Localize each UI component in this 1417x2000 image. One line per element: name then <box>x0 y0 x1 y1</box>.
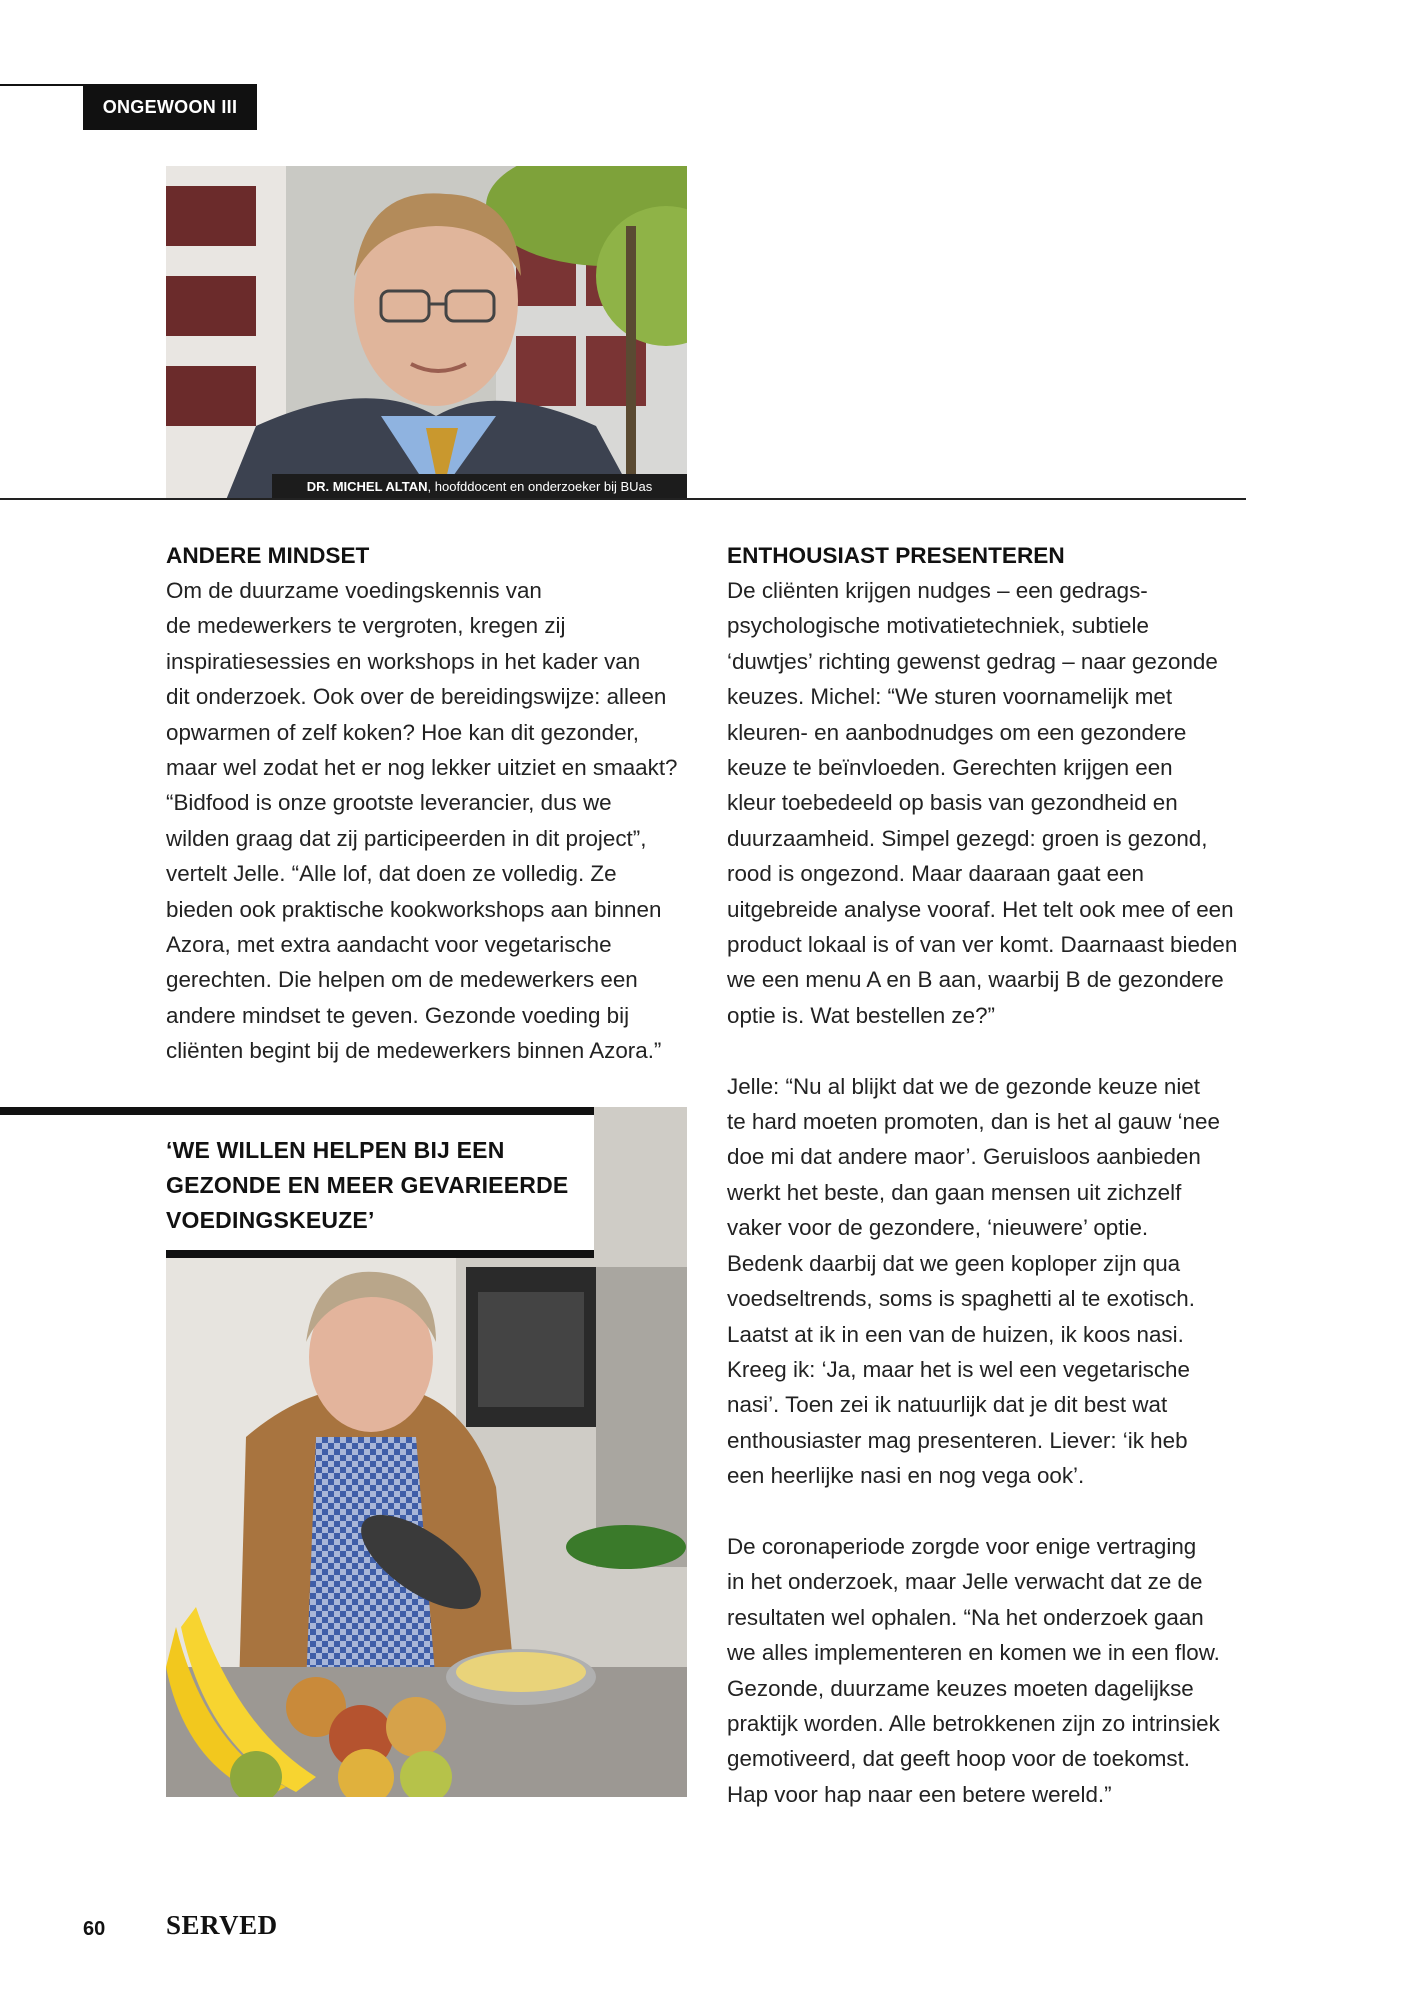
top-rule <box>0 84 84 86</box>
body-line: we alles implementeren en komen we in een flow. <box>727 1640 1220 1666</box>
brand-logo: SERVED <box>166 1910 278 1940</box>
body-line: maar wel zodat het er nog lekker uitziet en smaakt? <box>166 755 678 781</box>
body-line: uitgebreide analyse vooraf. Het telt ook mee of een <box>727 896 1234 922</box>
body-line: “Bidfood is onze grootste leverancier, dus we <box>166 790 612 816</box>
body-line: andere mindset te geven. Gezonde voeding bij <box>166 1002 630 1028</box>
body-line: enthousiaster mag presenteren. Liever: ‘ik heb <box>727 1427 1188 1453</box>
caption-rule <box>0 498 1246 500</box>
quote-line: VOEDINGSKEUZE’ <box>166 1207 375 1233</box>
photo-caption <box>272 474 687 500</box>
body-line: voedseltrends, soms is spaghetti al te exotisch. <box>727 1286 1195 1312</box>
body-line: keuzes. Michel: “We sturen voornamelijk met <box>727 684 1173 710</box>
body-line: Azora, met extra aandacht voor vegetarische <box>166 932 612 958</box>
body-line: kleur toebedeeld op basis van gezondheid en <box>727 790 1178 816</box>
body-line: rood is ongezond. Maar daaraan gaat een <box>727 861 1145 887</box>
body-line: kleuren- en aanbodnudges om een gezondere <box>727 719 1187 745</box>
body-line: cliënten begint bij de medewerkers binnen Azora.” <box>166 1038 662 1064</box>
body-line: de medewerkers te vergroten, kregen zij <box>166 613 566 639</box>
body-line: vaker voor de gezondere, ‘nieuwere’ optie. <box>727 1215 1149 1241</box>
body-line: Kreeg ik: ‘Ja, maar het is wel een vegetarische <box>727 1356 1190 1382</box>
body-line: te hard moeten promoten, dan is het al gauw ‘nee <box>727 1109 1220 1135</box>
body-line: werkt het beste, dan gaan mensen uit zichzelf <box>727 1179 1182 1205</box>
quote-line: ‘WE WILLEN HELPEN BIJ EEN <box>166 1137 505 1163</box>
page-number: 60 <box>83 1918 106 1940</box>
body-line: inspiratiesessies en workshops in het kader van <box>166 648 641 674</box>
body-line: psychologische motivatietechniek, subtiele <box>727 613 1149 639</box>
left-column <box>166 538 696 1069</box>
body-line: product lokaal is of van ver komt. Daarnaast bieden <box>727 932 1238 958</box>
body-line: vertelt Jelle. “Alle lof, dat doen ze volledig. Ze <box>166 861 617 887</box>
right-column <box>727 538 1257 1812</box>
body-line: wilden graag dat zij participeerden in dit project”, <box>166 825 647 851</box>
body-line: gemotiveerd, dat geeft hoop voor de toekomst. <box>727 1746 1191 1772</box>
photo-top-rule <box>166 1250 594 1258</box>
body-line: Hap voor hap naar een betere wereld.” <box>727 1781 1112 1807</box>
pull-quote <box>166 1133 586 1238</box>
body-line: doe mi dat andere maor’. Geruisloos aanbieden <box>727 1144 1201 1170</box>
body-line: nasi’. Toen zei ik natuurlijk dat je dit best wat <box>727 1392 1168 1418</box>
body-line: optie is. Wat bestellen ze?” <box>727 1002 995 1028</box>
body-line: opwarmen of zelf koken? Hoe kan dit gezonder, <box>166 719 639 745</box>
portrait-photo <box>166 166 687 500</box>
body-line: praktijk worden. Alle betrokkenen zijn zo intrinsiek <box>727 1710 1220 1736</box>
body-line: Om de duurzame voedingskennis van <box>166 578 542 603</box>
body-line: bieden ook praktische kookworkshops aan binnen <box>166 896 662 922</box>
body-line: in het onderzoek, maar Jelle verwacht dat ze de <box>727 1569 1203 1595</box>
caption-name: DR. MICHEL ALTAN <box>306 479 428 494</box>
body-line: Laatst at ik in een van de huizen, ik koos nasi. <box>727 1321 1184 1347</box>
body-line: resultaten wel ophalen. “Na het onderzoek gaan <box>727 1604 1204 1630</box>
body-line: Gezonde, duurzame keuzes moeten dagelijkse <box>727 1675 1194 1701</box>
body-line: we een menu A en B aan, waarbij B de gezondere <box>727 967 1224 993</box>
body-line: gerechten. Die helpen om de medewerkers een <box>166 967 638 993</box>
quote-rule <box>0 1107 594 1115</box>
body-line: De coronaperiode zorgde voor enige vertraging <box>727 1533 1197 1559</box>
body-line: ‘duwtjes’ richting gewenst gedrag – naar gezonde <box>727 648 1218 674</box>
section-tag: ONGEWOON III <box>83 84 257 130</box>
body-line: De cliënten krijgen nudges – een gedrags- <box>727 578 1148 603</box>
caption-role: , hoofddocent en onderzoeker bij BUas <box>427 479 653 494</box>
body-line: keuze te beïnvloeden. Gerechten krijgen een <box>727 755 1173 781</box>
section-heading: ANDERE MINDSET <box>166 543 370 568</box>
body-line: dit onderzoek. Ook over de bereidingswijze: alleen <box>166 684 667 710</box>
quote-line: GEZONDE EN MEER GEVARIEERDE <box>166 1172 569 1198</box>
section-heading: ENTHOUSIAST PRESENTEREN <box>727 543 1065 568</box>
body-line: duurzaamheid. Simpel gezegd: groen is gezond, <box>727 825 1208 851</box>
body-line: Bedenk daarbij dat we geen koploper zijn qua <box>727 1250 1181 1276</box>
body-line: een heerlijke nasi en nog vega ook’. <box>727 1463 1085 1489</box>
body-line: Jelle: “Nu al blijkt dat we de gezonde keuze niet <box>727 1073 1200 1099</box>
